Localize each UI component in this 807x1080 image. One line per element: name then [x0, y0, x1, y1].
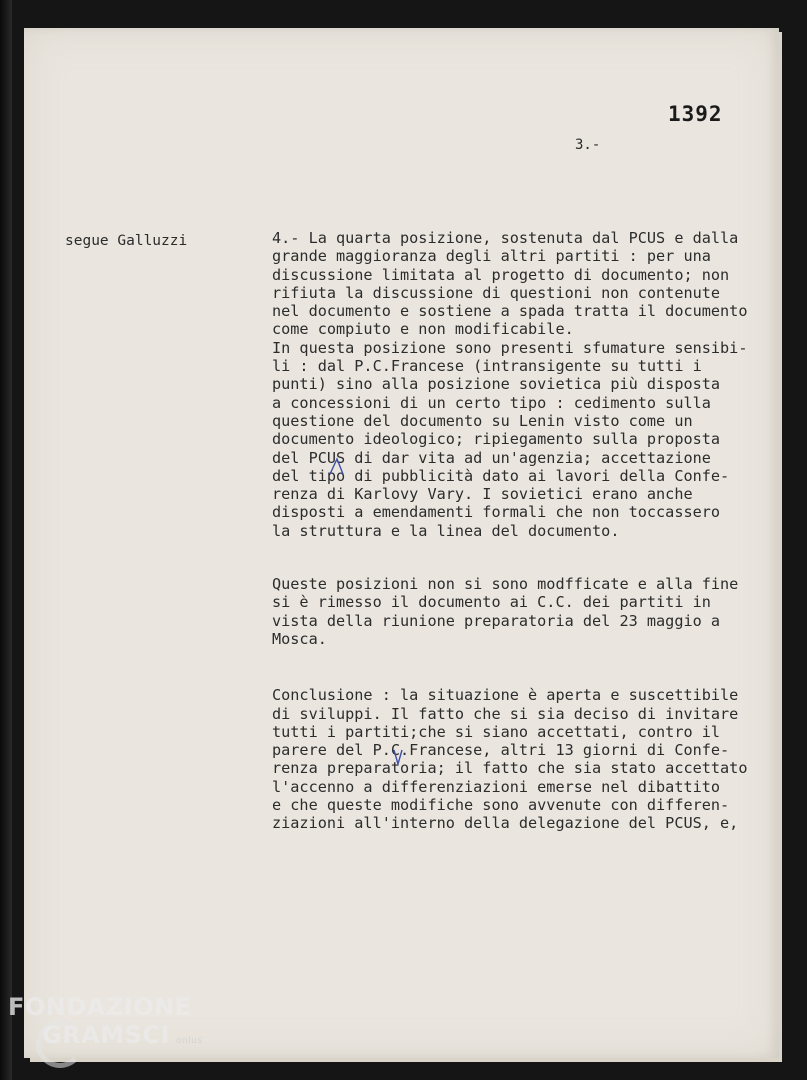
text-line: documento ideologico; ripiegamento sulla proposta: [272, 430, 721, 449]
text-line: del PCUS di dar vita ad un'agenzia; accettazione: [272, 448, 711, 467]
text-line: a concessioni di un certo tipo : cedimento sulla: [272, 393, 711, 412]
text-line: li : dal P.C.Francese (intransigente su tutti i: [272, 357, 702, 376]
text-line: grande maggioranza degli altri partiti : per una: [272, 247, 711, 266]
binding-edge: [0, 0, 12, 1080]
text-line: vista della riunione preparatoria del 23 maggio a: [272, 611, 721, 630]
text-line: renza di Karlovy Vary. I sovietici erano anche: [272, 485, 693, 504]
text-line: ziazioni all'interno della delegazione del PCUS, e,: [272, 814, 739, 833]
text-line: di sviluppi. Il fatto che si sia deciso di invitare: [272, 704, 739, 723]
text-line: e che queste modifiche sono avvenute con differen-: [272, 796, 730, 815]
text-line: nel documento e sostiene a spada tratta il documento: [272, 302, 748, 321]
paragraph-positions-unchanged: [272, 575, 772, 648]
text-line: parere del P.C.Francese, altri 13 giorni di Confe-: [272, 741, 730, 760]
text-line: questione del documento su Lenin visto come un: [272, 411, 693, 430]
text-line: discussione limitata al progetto di documento; non: [272, 265, 730, 284]
watermark-line-2: GRAMSCI onlus: [42, 1021, 203, 1049]
text-line: 4.- La quarta posizione, sostenuta dal PCUS e dalla: [272, 229, 739, 247]
text-line: l'accenno a differenziazioni emerse nel dibattito: [272, 777, 721, 796]
watermark-line-1: FONDAZIONE: [8, 993, 192, 1021]
page-number: 3.-: [575, 137, 601, 153]
document-body: [272, 229, 772, 833]
text-line: rifiuta la discussione di questioni non contenute: [272, 283, 721, 302]
archive-number: 1392: [668, 102, 723, 126]
fondazione-gramsci-watermark: [8, 993, 203, 1055]
margin-note: segue Galluzzi: [65, 233, 188, 249]
paragraph-conclusion: [272, 686, 772, 832]
text-line: In questa posizione sono presenti sfumature sensibi-: [272, 338, 748, 357]
text-line: come compiuto e non modificabile.: [272, 320, 574, 339]
text-line: disposti a emendamenti formali che non toccassero: [272, 503, 721, 522]
text-line: la struttura e la linea del documento.: [272, 521, 620, 540]
text-line: del tipo di pubblicità dato ai lavori della Confe-: [272, 466, 730, 485]
text-line: renza preparatoria; il fatto che sia stato accettato: [272, 759, 748, 778]
text-line: Mosca.: [272, 629, 327, 648]
text-line: tutti i partiti;che si siano accettati, contro il: [272, 722, 721, 741]
paragraph-fourth-position: [272, 229, 772, 540]
text-line: punti) sino alla posizione sovietica più disposta: [272, 375, 721, 394]
text-line: Conclusione : la situazione è aperta e suscettibile: [272, 686, 739, 705]
text-line: si è rimesso il documento ai C.C. dei partiti in: [272, 593, 711, 612]
text-line: Queste posizioni non si sono modfficate e alla fine: [272, 575, 739, 594]
